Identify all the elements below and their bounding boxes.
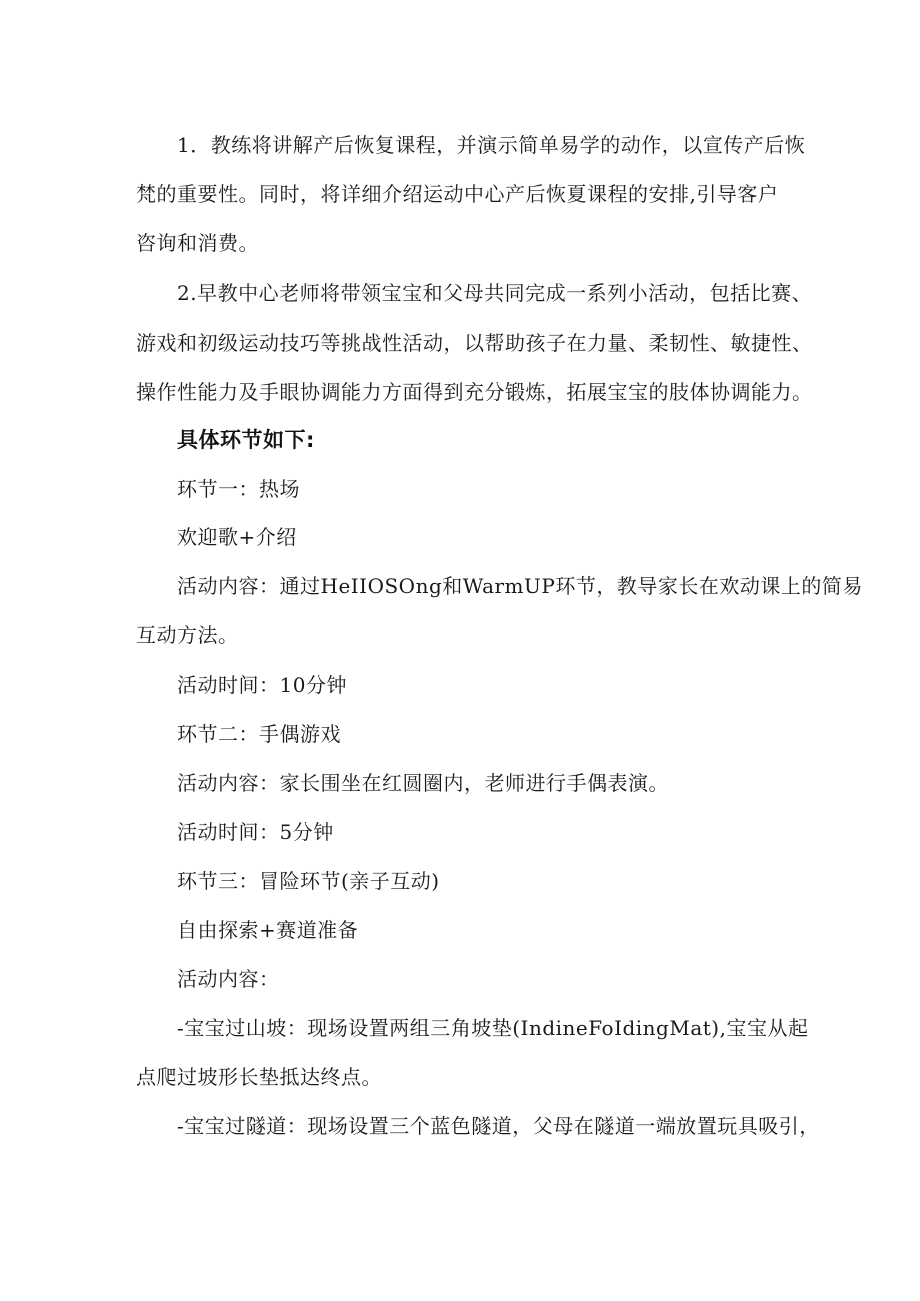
segment-3-title: 环节三：冒险环节(亲子互动) [177,869,440,893]
segment-3-item-2-line-1: -宝宝过隧道：现场设置三个蓝色隧道，父母在隧道一端放置玩具吸引， [177,1114,820,1138]
segment-1-content-line-2: 互动方法。 [136,623,239,647]
paragraph-1-line-3: 咨询和消费。 [136,231,259,255]
segment-1-time: 活动时间：10分钟 [177,673,347,697]
segment-2-time: 活动时间：5分钟 [177,820,334,844]
paragraph-2-line-2: 游戏和初级运动技巧等挑战性活动，以帮助孩子在力量、柔韧性、敏捷性、 [136,331,813,355]
segment-1-content-line-1: 活动内容：通过HeIIOSOng和WarmUP环节，教导家长在欢动课上的简易 [177,574,863,598]
segment-3-item-1-line-2: 点爬过坡形长垫抵达终点。 [136,1065,382,1089]
segment-2-content: 活动内容：家长围坐在红圆圈内，老师进行手偶表演。 [177,771,669,795]
paragraph-2-line-3: 操作性能力及手眼协调能力方面得到充分锻炼，拓展宝宝的肢体协调能力。 [136,380,813,404]
segment-2-title: 环节二：手偶游戏 [177,722,341,746]
paragraph-2-line-1: 2.早教中心老师将带领宝宝和父母共同完成一系列小活动，包括比赛、 [177,281,813,305]
segment-1-title: 环节一：热场 [177,477,300,501]
section-heading: 具体环节如下: [177,428,315,452]
segment-3-item-1-line-1: -宝宝过山坡：现场设置两组三角坡垫(IndineFoIdingMat),宝宝从起 [177,1016,809,1040]
paragraph-1-line-1: 1．教练将讲解产后恢复课程，并演示简单易学的动作，以宣传产后恢 [177,133,806,157]
segment-3-subtitle: 自由探索+赛道准备 [177,918,359,942]
paragraph-1-line-2: 梵的重要性。同时，将详细介绍运动中心产后恢夏课程的安排,引导客户 [136,182,779,206]
segment-3-content-label: 活动内容： [177,967,280,991]
segment-1-subtitle: 欢迎歌+介绍 [177,525,297,549]
